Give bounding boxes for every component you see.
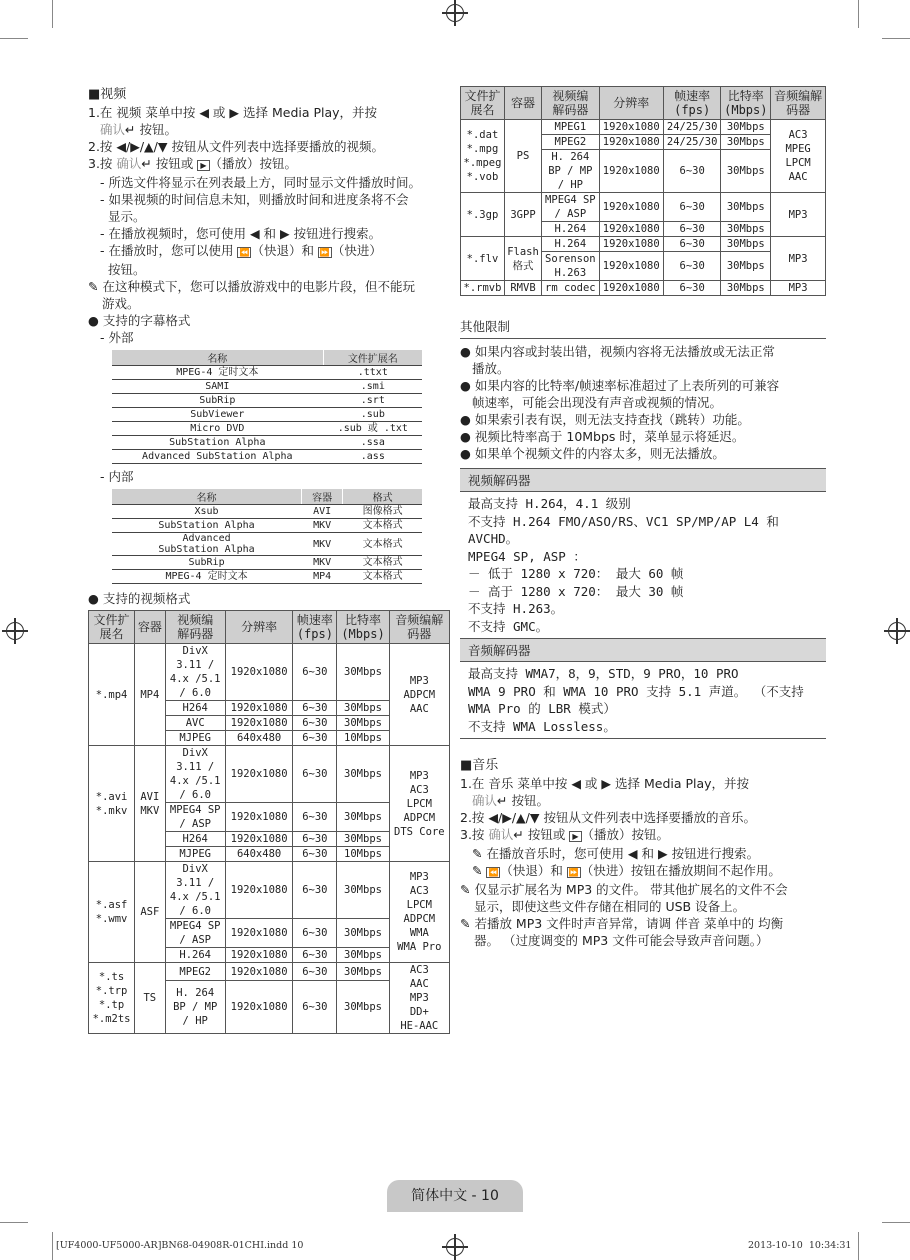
frame-rate-cell: 6~30 <box>293 847 337 862</box>
video-codec-cell: H.264 <box>542 237 600 252</box>
bitrate-cell: 30Mbps <box>337 948 389 963</box>
container-cell: RMVB <box>504 281 541 296</box>
video-bullet-2-cont: 显示。 <box>108 209 146 224</box>
table-row <box>112 380 422 394</box>
file-extension-cell: *.3gp <box>461 193 505 237</box>
resolution-cell: 1920x1080 <box>599 150 663 193</box>
bullet-icon: ● <box>88 313 103 328</box>
table-cell: Xsub <box>112 505 302 519</box>
play-button-icon: ▶ <box>569 831 581 842</box>
music-step-3: 3.按 确认↵ 按钮或 ▶ （播放）按钮。 <box>460 827 670 842</box>
frame-rate-cell: 6~30 <box>293 862 337 919</box>
column-header: 音频编解 码器 <box>389 611 449 644</box>
table-cell: .ass <box>323 450 422 464</box>
registration-mark-icon <box>446 4 464 22</box>
enter-icon: ↵ <box>513 827 524 842</box>
bitrate-cell: 30Mbps <box>337 963 389 981</box>
frame-rate-cell: 6~30 <box>293 963 337 981</box>
video-codec-cell: DivX 3.11 / 4.x /5.1 / 6.0 <box>165 862 225 919</box>
column-header: 名称 <box>112 350 323 366</box>
column-header: 音频编解 码器 <box>771 87 826 120</box>
table-row <box>112 505 422 519</box>
audio-decoder-title: 音频解码器 <box>460 639 826 662</box>
video-codec-cell: MPEG4 SP / ASP <box>165 919 225 948</box>
column-header: 比特率 (Mbps) <box>721 87 771 120</box>
resolution-cell: 1920x1080 <box>225 862 292 919</box>
bitrate-cell: 30Mbps <box>337 919 389 948</box>
music-sub-2: ✎ ⏪ （快退）和 ⏩ （快进）按钮在播放期间不起作用。 <box>472 863 781 878</box>
table-cell: .srt <box>323 394 422 408</box>
video-format-table-right <box>460 86 826 296</box>
video-codec-cell: MPEG2 <box>542 135 600 150</box>
bullet-icon: ● <box>88 591 103 606</box>
decoder-line: 不支持 H.264 FMO/ASO/RS、VC1 SP/MP/AP L4 和 <box>468 513 779 529</box>
frame-rate-cell: 24/25/30 <box>663 120 721 135</box>
file-extension-cell: *.asf *.wmv <box>89 862 135 963</box>
resolution-cell: 1920x1080 <box>599 252 663 281</box>
note-pencil-icon: ✎ <box>460 882 475 897</box>
table-cell: 文本格式 <box>343 519 422 533</box>
external-subtitle-table <box>112 350 422 464</box>
table-cell: .smi <box>323 380 422 394</box>
table-row <box>112 450 422 464</box>
table-row <box>89 746 450 803</box>
file-extension-cell: *.rmvb <box>461 281 505 296</box>
column-header: 视频编 解码器 <box>165 611 225 644</box>
frame-rate-cell: 24/25/30 <box>663 135 721 150</box>
table-cell: SubRip <box>112 394 323 408</box>
column-header: 比特率 (Mbps) <box>337 611 389 644</box>
video-codec-cell: H264 <box>165 832 225 847</box>
video-codec-cell: H.264 <box>165 948 225 963</box>
column-header: 帧速率 (fps) <box>663 87 721 120</box>
table-row <box>89 644 450 701</box>
file-extension-cell: *.ts *.trp *.tp *.m2ts <box>89 963 135 1034</box>
decoder-line: － 高于 1280 x 720： 最大 30 帧 <box>468 583 684 599</box>
video-bullet-4-cont: 按钮。 <box>108 262 146 277</box>
music-heading: ■音乐 <box>460 758 499 773</box>
table-cell: MKV <box>302 556 343 570</box>
column-header: 文件扩 展名 <box>89 611 135 644</box>
footer-file-name: [UF4000-UF5000-AR]BN68-04908R-01CHI.indd 10 <box>56 1240 304 1251</box>
column-header: 文件扩展名 <box>323 350 422 366</box>
video-codec-cell: H. 264 BP / MP / HP <box>165 981 225 1034</box>
bitrate-cell: 30Mbps <box>721 193 771 222</box>
table-row <box>461 120 826 135</box>
frame-rate-cell: 6~30 <box>293 803 337 832</box>
external-label: - 外部 <box>100 330 134 345</box>
decoder-line: WMA 9 PRO 和 WMA 10 PRO 支持 5.1 声道。 （不支持 <box>468 683 804 699</box>
other-limits-list <box>460 343 826 462</box>
table-cell: SAMI <box>112 380 323 394</box>
fast-forward-icon: ⏩ <box>319 248 330 257</box>
frame-rate-cell: 6~30 <box>293 716 337 731</box>
video-step-3: 3.按 确认↵ 按钮或 ▶ （播放）按钮。 <box>88 156 298 171</box>
limit-item: ● 如果单个视频文件的内容太多，则无法播放。 <box>460 446 725 461</box>
video-heading: ■视频 <box>88 87 127 102</box>
table-cell: Advanced SubStation Alpha <box>112 533 302 556</box>
enter-icon: ↵ <box>125 122 136 137</box>
table-row <box>461 237 826 252</box>
bitrate-cell: 30Mbps <box>721 281 771 296</box>
note-pencil-icon: ✎ <box>472 846 487 861</box>
frame-rate-cell: 6~30 <box>293 948 337 963</box>
audio-codec-cell: AC3 MPEG LPCM AAC <box>771 120 826 193</box>
table-cell: 图像格式 <box>343 505 422 519</box>
registration-mark-icon <box>446 1238 464 1256</box>
video-codec-cell: MJPEG <box>165 847 225 862</box>
bitrate-cell: 30Mbps <box>721 237 771 252</box>
audio-codec-cell: MP3 <box>771 237 826 281</box>
table-cell: .ssa <box>323 436 422 450</box>
resolution-cell: 1920x1080 <box>225 963 292 981</box>
container-cell: AVI MKV <box>135 746 165 862</box>
table-cell: MPEG-4 定时文本 <box>112 366 323 380</box>
table-row <box>112 556 422 570</box>
bitrate-cell: 10Mbps <box>337 731 389 746</box>
table-row <box>461 281 826 296</box>
column-header: 分辨率 <box>225 611 292 644</box>
table-row <box>112 436 422 450</box>
page-number-label: 简体中文 - 10 <box>387 1180 523 1212</box>
resolution-cell: 640x480 <box>225 731 292 746</box>
resolution-cell: 1920x1080 <box>599 193 663 222</box>
decoder-line: － 低于 1280 x 720： 最大 60 帧 <box>468 566 684 581</box>
audio-decoder-body <box>460 662 826 739</box>
video-codec-cell: DivX 3.11 / 4.x /5.1 / 6.0 <box>165 746 225 803</box>
table-cell: SubRip <box>112 556 302 570</box>
bitrate-cell: 30Mbps <box>337 746 389 803</box>
video-codec-cell: MPEG4 SP / ASP <box>542 193 600 222</box>
rewind-icon: ⏪ <box>488 868 499 877</box>
bitrate-cell: 10Mbps <box>337 847 389 862</box>
resolution-cell: 1920x1080 <box>225 981 292 1034</box>
resolution-cell: 1920x1080 <box>225 644 292 701</box>
resolution-cell: 1920x1080 <box>599 281 663 296</box>
bitrate-cell: 30Mbps <box>337 803 389 832</box>
frame-rate-cell: 6~30 <box>293 746 337 803</box>
video-codec-cell: rm codec <box>542 281 600 296</box>
video-format-table-left <box>88 610 450 1034</box>
table-row <box>89 963 450 981</box>
bitrate-cell: 30Mbps <box>337 701 389 716</box>
table-cell: .ttxt <box>323 366 422 380</box>
registration-mark-icon <box>888 622 906 640</box>
column-header: 容器 <box>504 87 541 120</box>
music-note-1: ✎ 仅显示扩展名为 MP3 的文件。 带其他扩展名的文件不会 <box>460 882 788 897</box>
fast-forward-icon: ⏩ <box>568 868 579 877</box>
table-row <box>112 366 422 380</box>
table-cell: SubViewer <box>112 408 323 422</box>
music-sub-1: ✎ 在播放音乐时，您可使用 ◀ 和 ▶ 按钮进行搜索。 <box>472 846 760 861</box>
resolution-cell: 1920x1080 <box>225 948 292 963</box>
video-codec-cell: MJPEG <box>165 731 225 746</box>
resolution-cell: 1920x1080 <box>225 803 292 832</box>
video-bullet-1: - 所选文件将显示在列表最上方，同时显示文件播放时间。 <box>100 175 421 190</box>
frame-rate-cell: 6~30 <box>663 150 721 193</box>
table-cell: 文本格式 <box>343 556 422 570</box>
file-extension-cell: *.avi *.mkv <box>89 746 135 862</box>
note-pencil-icon: ✎ <box>472 863 487 878</box>
audio-codec-cell: MP3 <box>771 193 826 237</box>
container-cell: PS <box>504 120 541 193</box>
bitrate-cell: 30Mbps <box>337 644 389 701</box>
table-cell: MPEG-4 定时文本 <box>112 570 302 584</box>
video-decoder-title: 视频解码器 <box>460 469 826 492</box>
resolution-cell: 1920x1080 <box>225 919 292 948</box>
table-cell: Micro DVD <box>112 422 323 436</box>
video-note-cont: 游戏。 <box>102 296 140 311</box>
crop-mark <box>858 1232 859 1260</box>
video-bullet-2: - 如果视频的时间信息未知，则播放时间和进度条将不会 <box>100 192 409 207</box>
bullet-icon: ● <box>460 412 475 427</box>
internal-label: - 内部 <box>100 469 134 484</box>
limit-item: ● 视频比特率高于 10Mbps 时，菜单显示将延迟。 <box>460 429 745 444</box>
container-cell: ASF <box>135 862 165 963</box>
table-cell: MKV <box>302 533 343 556</box>
frame-rate-cell: 6~30 <box>663 222 721 237</box>
resolution-cell: 1920x1080 <box>599 135 663 150</box>
bitrate-cell: 30Mbps <box>337 862 389 919</box>
frame-rate-cell: 6~30 <box>293 832 337 847</box>
decoder-line: 不支持 H.263。 <box>468 601 564 616</box>
file-extension-cell: *.flv <box>461 237 505 281</box>
table-row <box>112 408 422 422</box>
video-codec-cell: MPEG1 <box>542 120 600 135</box>
table-cell: .sub 或 .txt <box>323 422 422 436</box>
decoder-line: AVCHD。 <box>468 531 519 546</box>
video-note: ✎ 在这种模式下，您可以播放游戏中的电影片段，但不能玩 <box>88 279 415 294</box>
decoder-line: 不支持 GMC。 <box>468 618 549 634</box>
resolution-cell: 1920x1080 <box>225 701 292 716</box>
decoder-line: 不支持 WMA Lossless。 <box>468 718 616 734</box>
table-row <box>89 862 450 919</box>
table-row <box>112 422 422 436</box>
limit-item: ● 如果内容的比特率/帧速率标准超过了上表所列的可兼容 帧速率，可能会出现没有声音或视频的情况。 <box>460 378 780 410</box>
resolution-cell: 1920x1080 <box>225 716 292 731</box>
frame-rate-cell: 6~30 <box>293 981 337 1034</box>
file-extension-cell: *.dat *.mpg *.mpeg *.vob <box>461 120 505 193</box>
audio-codec-cell: MP3 AC3 LPCM ADPCM WMA WMA Pro <box>389 862 449 963</box>
bullet-icon: ● <box>460 446 475 461</box>
decoder-line: 最高支持 H.264，4.1 级别 <box>468 496 631 511</box>
crop-mark <box>882 38 910 39</box>
bitrate-cell: 30Mbps <box>721 150 771 193</box>
registration-mark-icon <box>6 622 24 640</box>
frame-rate-cell: 6~30 <box>663 237 721 252</box>
video-codec-cell: H.264 <box>542 222 600 237</box>
column-header: 格式 <box>343 489 422 505</box>
table-row <box>112 533 422 556</box>
audio-decoder-box <box>460 638 826 739</box>
music-note-1-cont: 显示，即使这些文件存储在相同的 USB 设备上。 <box>474 899 746 914</box>
frame-rate-cell: 6~30 <box>293 701 337 716</box>
crop-mark <box>858 0 859 28</box>
subtitle-heading: ● 支持的字幕格式 <box>88 313 191 328</box>
left-column <box>88 86 450 1034</box>
video-bullet-4: - 在播放时，您可以使用 ⏪ （快退）和 ⏩ （快进） <box>100 243 382 258</box>
frame-rate-cell: 6~30 <box>663 252 721 281</box>
rewind-icon: ⏪ <box>239 248 250 257</box>
table-row <box>461 193 826 222</box>
footer-timestamp: 2013-10-10 ￼ 10:34:31 <box>748 1240 852 1251</box>
table-cell: SubStation Alpha <box>112 519 302 533</box>
resolution-cell: 1920x1080 <box>599 120 663 135</box>
video-codec-cell: H264 <box>165 701 225 716</box>
table-row <box>112 394 422 408</box>
internal-subtitle-table <box>112 489 422 584</box>
column-header: 视频编 解码器 <box>542 87 600 120</box>
column-header: 名称 <box>112 489 302 505</box>
bitrate-cell: 30Mbps <box>337 832 389 847</box>
video-formats-heading: ● 支持的视频格式 <box>88 591 191 606</box>
other-limits-heading: 其他限制 <box>460 318 826 339</box>
bullet-icon: ● <box>460 429 475 444</box>
music-note-2-cont: 器。 （过度调变的 MP3 文件可能会导致声音问题。） <box>474 933 769 948</box>
play-button-icon: ▶ <box>197 160 209 171</box>
video-codec-cell: AVC <box>165 716 225 731</box>
resolution-cell: 1920x1080 <box>599 237 663 252</box>
bitrate-cell: 30Mbps <box>337 716 389 731</box>
table-cell: .sub <box>323 408 422 422</box>
decoder-line: MPEG4 SP, ASP ： <box>468 548 586 564</box>
video-bullet-3: - 在播放视频时，您可使用 ◀ 和 ▶ 按钮进行搜索。 <box>100 226 382 241</box>
video-codec-cell: MPEG2 <box>165 963 225 981</box>
limit-item: ● 如果索引表有误，则无法支持查找（跳转）功能。 <box>460 412 750 427</box>
video-step-1-cont: 确认↵ 按钮。 <box>100 122 177 137</box>
video-codec-cell: DivX 3.11 / 4.x /5.1 / 6.0 <box>165 644 225 701</box>
column-header: 容器 <box>302 489 343 505</box>
table-cell: AVI <box>302 505 343 519</box>
decoder-line: 最高支持 WMA7，8，9，STD，9 PRO，10 PRO <box>468 666 739 681</box>
table-cell: MP4 <box>302 570 343 584</box>
resolution-cell: 1920x1080 <box>225 832 292 847</box>
table-cell: 文本格式 <box>343 533 422 556</box>
music-section <box>460 757 826 949</box>
container-cell: 3GPP <box>504 193 541 237</box>
table-row <box>112 519 422 533</box>
column-header: 容器 <box>135 611 165 644</box>
crop-mark <box>882 1222 910 1223</box>
bitrate-cell: 30Mbps <box>721 252 771 281</box>
container-cell: TS <box>135 963 165 1034</box>
video-step-1: 1.在 视频 菜单中按 ◀ 或 ▶ 选择 Media Play，并按 <box>88 105 378 120</box>
frame-rate-cell: 6~30 <box>293 731 337 746</box>
audio-codec-cell: MP3 AC3 LPCM ADPCM DTS Core <box>389 746 449 862</box>
container-cell: MP4 <box>135 644 165 746</box>
enter-icon: ↵ <box>141 156 152 171</box>
bullet-icon: ● <box>460 378 475 393</box>
table-cell: SubStation Alpha <box>112 436 323 450</box>
limit-item: ● 如果内容或封装出错，视频内容将无法播放或无法正常 播放。 <box>460 344 775 376</box>
container-cell: Flash 格式 <box>504 237 541 281</box>
music-step-2: 2.按 ◀/▶/▲/▼ 按钮从文件列表中选择要播放的音乐。 <box>460 810 756 825</box>
video-decoder-body <box>460 492 826 638</box>
audio-codec-cell: AC3 AAC MP3 DD+ HE-AAC <box>389 963 449 1034</box>
bullet-icon: ● <box>460 344 475 359</box>
crop-mark <box>52 0 53 28</box>
crop-mark <box>52 1232 53 1260</box>
bitrate-cell: 30Mbps <box>721 135 771 150</box>
right-column <box>460 86 826 949</box>
enter-icon: ↵ <box>497 793 508 808</box>
table-cell: Advanced SubStation Alpha <box>112 450 323 464</box>
table-cell: 文本格式 <box>343 570 422 584</box>
table-cell: MKV <box>302 519 343 533</box>
table-row <box>112 570 422 584</box>
column-header: 分辨率 <box>599 87 663 120</box>
file-extension-cell: *.mp4 <box>89 644 135 746</box>
note-pencil-icon: ✎ <box>88 279 103 294</box>
frame-rate-cell: 6~30 <box>293 919 337 948</box>
audio-codec-cell: MP3 <box>771 281 826 296</box>
crop-mark <box>0 1222 28 1223</box>
frame-rate-cell: 6~30 <box>663 281 721 296</box>
resolution-cell: 1920x1080 <box>225 746 292 803</box>
bitrate-cell: 30Mbps <box>721 120 771 135</box>
column-header: 文件扩 展名 <box>461 87 505 120</box>
resolution-cell: 1920x1080 <box>599 222 663 237</box>
frame-rate-cell: 6~30 <box>293 644 337 701</box>
music-step-1-cont: 确认↵ 按钮。 <box>472 793 549 808</box>
crop-mark <box>0 38 28 39</box>
column-header: 帧速率 (fps) <box>293 611 337 644</box>
resolution-cell: 640x480 <box>225 847 292 862</box>
music-step-1: 1.在 音乐 菜单中按 ◀ 或 ▶ 选择 Media Play，并按 <box>460 776 750 791</box>
audio-codec-cell: MP3 ADPCM AAC <box>389 644 449 746</box>
bitrate-cell: 30Mbps <box>721 222 771 237</box>
decoder-line: WMA Pro 的 LBR 模式） <box>468 701 616 716</box>
music-note-2: ✎ 若播放 MP3 文件时声音异常，请调 伴音 菜单中的 均衡 <box>460 916 784 931</box>
video-codec-cell: Sorenson H.263 <box>542 252 600 281</box>
frame-rate-cell: 6~30 <box>663 193 721 222</box>
video-codec-cell: H. 264 BP / MP / HP <box>542 150 600 193</box>
video-decoder-box <box>460 468 826 638</box>
video-codec-cell: MPEG4 SP / ASP <box>165 803 225 832</box>
bitrate-cell: 30Mbps <box>337 981 389 1034</box>
note-pencil-icon: ✎ <box>460 916 475 931</box>
video-step-2: 2.按 ◀/▶/▲/▼ 按钮从文件列表中选择要播放的视频。 <box>88 139 384 154</box>
